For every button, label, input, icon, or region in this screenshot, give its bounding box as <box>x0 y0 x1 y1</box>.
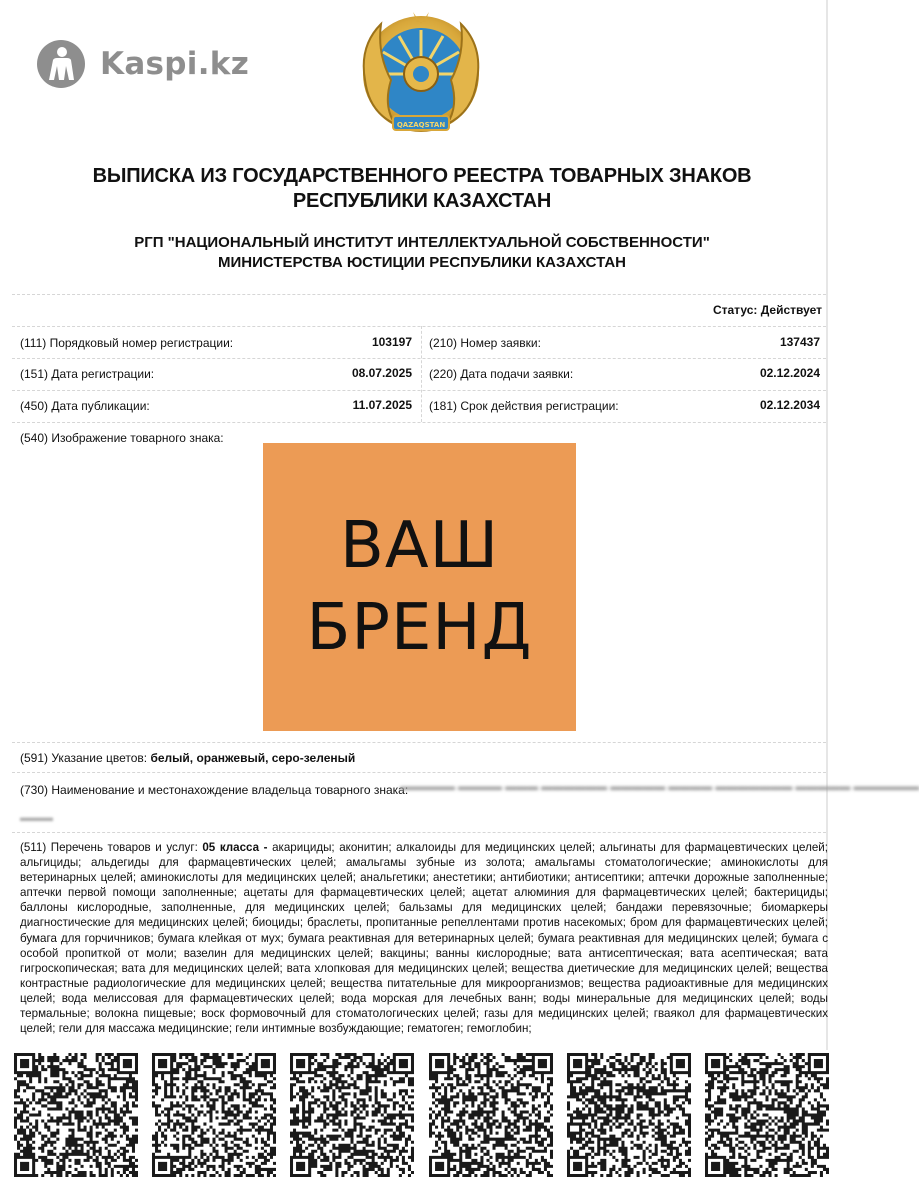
separator <box>12 772 826 773</box>
qr-code-icon <box>429 1053 553 1177</box>
application-value: 137437 <box>779 335 820 349</box>
colors-row <box>20 751 355 766</box>
qr-code-icon <box>14 1053 138 1177</box>
separator <box>12 326 826 327</box>
document-title-line1: ВЫПИСКА ИЗ ГОСУДАРСТВЕННОГО РЕЕСТРА ТОВАРНЫХ ЗНАКОВ <box>92 165 752 187</box>
pub-date-value: 11.07.2025 <box>352 398 412 412</box>
validity-value: 02.12.2034 <box>759 398 820 412</box>
goods-list <box>20 840 828 1046</box>
separator <box>12 422 826 423</box>
filing-date-label: (220) Дата подачи заявки: <box>429 367 574 381</box>
issuer-name <box>0 233 844 273</box>
pub-date-label: (450) Дата публикации: <box>20 399 150 413</box>
qr-code-icon <box>705 1053 829 1177</box>
state-emblem-icon <box>357 10 485 140</box>
application-label: (210) Номер заявки: <box>429 336 541 350</box>
filing-date-value: 02.12.2024 <box>759 366 820 380</box>
goods-label: (511) Перечень товаров и услуг: <box>20 841 203 854</box>
trademark-line2: БРЕНД <box>306 591 533 665</box>
owner-value-redacted-2: ▬▬▬ <box>20 812 53 824</box>
goods-text: акарициды; аконитин; алкалоиды для медицинских целей; альгинаты для фармацевтических целей; альгициды; альдегиды для фармацевтических целей; амальгамы зубные из золота; амальгамы стоматологические; аминокислоты для ветеринарных целей; аминокислоты для медицинских целей; анальгетики; анестетики; антибиотики; антисептики; аптечки дорожные заполненные; аптечки первой помощи заполненные; ацетаты для фармацевтических целей; ацетат алюминия для фармацевтических целей; бактерициды; баллоны кислородные, заполненные, для медицинских целей; бальзамы для медицинских целей; бандажи перевязочные; биомаркеры диагностические для медицинских целей; биоциды; браслеты, пропитанные репеллентами против насекомых; бром для фармацевтических целей; бумага для горчичников; бумага клейкая от мух; бумага реактивная для ветеринарных целей; бумага реактивная для медицинских целей; бумага с особой пропиткой от моли; вазелин для медицинских целей; вакцины; ванны кислородные; вата антисептическая; вата асептическая; вата гигроскопическая; вата для медицинских целей; вата хлопковая для медицинских целей; вещества диетические для медицинских целей; вещества контрастные радиологические для медицинских целей; вещества питательные для микроорганизмов; вещества радиоактивные для медицинских целей; вода мелиссовая для фармацевтических целей; вода морская для лечебных ванн; воды минеральные для медицинских целей; воды термальные; волокна пищевые; воск формовочный для стоматологических целей; газы для медицинских целей; гваякол для фармацевтических целей; гели для массажа медицинские; гели интимные возбуждающие; гематоген; гемоглобин; <box>20 841 828 1036</box>
kaspi-logo-text: Kaspi.kz <box>100 46 250 82</box>
trademark-line1: ВАШ <box>339 509 500 583</box>
document-title-line2: РЕСПУБЛИКИ КАЗАХСТАН <box>292 190 552 212</box>
owner-value-redacted: ▬▬▬▬▬ ▬▬▬▬ ▬▬▬ ▬▬▬▬▬▬ ▬▬▬▬▬ ▬▬▬▬ ▬▬▬▬▬▬▬ ▬▬▬▬▬ ▬▬▬▬▬▬ <box>400 781 919 793</box>
column-divider <box>421 326 422 422</box>
separator <box>12 390 826 391</box>
document-title <box>0 164 844 214</box>
owner-label: (730) Наименование и местонахождение владельца товарного знака: <box>20 783 409 797</box>
qr-code-icon <box>567 1053 691 1177</box>
status-badge: Статус: Действует <box>712 303 822 317</box>
separator <box>12 358 826 359</box>
reg-date-value: 08.07.2025 <box>351 366 412 380</box>
reg-number-label: (111) Порядковый номер регистрации: <box>20 336 234 350</box>
reg-number-value: 103197 <box>371 335 412 349</box>
reg-date-label: (151) Дата регистрации: <box>20 367 155 381</box>
trademark-image <box>263 443 576 731</box>
separator <box>12 294 826 295</box>
kaspi-logo-icon <box>36 39 86 89</box>
qr-code-icon <box>290 1053 414 1177</box>
validity-label: (181) Срок действия регистрации: <box>429 399 619 413</box>
issuer-line1: РГП "НАЦИОНАЛЬНЫЙ ИНСТИТУТ ИНТЕЛЛЕКТУАЛЬНОЙ СОБСТВЕННОСТИ" <box>134 234 710 251</box>
goods-class: 05 класса - <box>202 841 273 854</box>
qr-code-icon <box>152 1053 276 1177</box>
colors-label: (591) Указание цветов: <box>20 751 151 765</box>
image-label: (540) Изображение товарного знака: <box>20 431 224 445</box>
colors-value: белый, оранжевый, серо-зеленый <box>150 751 356 765</box>
separator <box>12 742 826 743</box>
separator <box>12 832 826 833</box>
kaspi-logo <box>36 38 249 90</box>
issuer-line2: МИНИСТЕРСТВА ЮСТИЦИИ РЕСПУБЛИКИ КАЗАХСТАН <box>218 254 626 271</box>
emblem-text: QAZAQSTAN <box>396 121 446 129</box>
